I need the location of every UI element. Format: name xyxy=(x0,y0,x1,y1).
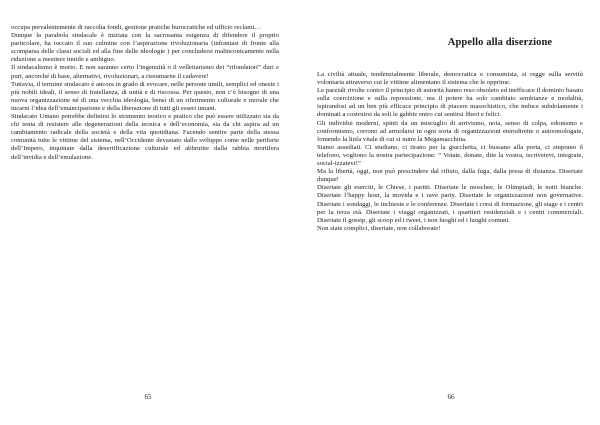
paragraph: Siamo assediati. Ci studiano, ci tirano per la giacchetta, ci bussano alla porta, ci stuprano il telefono, vogliono la nostra partecipazione: “ Votate, donate, dite la vostra, iscrivetevi, integrate, social-izzatevi!” xyxy=(317,143,583,168)
right-page xyxy=(300,0,600,425)
right-page-body xyxy=(317,71,583,233)
paragraph: Gli individui moderni, spinti da un miscuglio di arrivismo, noia, senso di colpa, edonismo e conformismo, corrono ad arruolarsi in ogni sorta di organizzazioni eterodirette o autoomologate, fomendo la linfa vitale di cui si nutre la Megamacchina. xyxy=(317,119,583,143)
page-number: 66 xyxy=(447,393,455,401)
paragraph: occupa prevalentemente di raccolta fondi, gestione pratiche burocratiche ed ufficio reclami… xyxy=(11,24,261,31)
paragraph: Tuttavia, il termine sindacato è ancora in grado di evocare, nelle persone umili, semplici ed oneste i più nobili ideali, il senso di fratellanza, di unità e di riscossa. Per questo, non c’è bisogno di una nuova organizzazione né di una vecchia ideologia, bensì di un riferimento culturale e morale che incarni l’idea dell’emancipazione e della liberazione di tutti gli esseri umani. xyxy=(11,80,279,112)
left-page-body xyxy=(11,24,279,162)
paragraph: Disertate gli eserciti, le Chiese, i partiti. Disertate le moschee, le Olimpiadi, le notti bianche. Disertate l’happy hour, la movida e i rave party. Disertate le organizzazioni non governative. Disertate i sondaggi, le inchieste e le conferenze. Disertate i corsi di formazione, gli stage e i centri per la terza età. Disertate i viaggi organizzati, i quartieri residenziali e i centri commerciali. Disertate il gossip, gli scoop ed i tweet, i non luoghi ed i luoghi comuni. xyxy=(317,184,583,224)
paragraph: Le parziali rivolte contro il principio di autorità hanno reso obsoleto ed inefficace il dominio basato sulla coercizione e sulla repressione, ma il potere ha solo cambiato sembianze e modalità, ispirandosi ad un ben più efficace principio di piacere masochistico, che induce subdolamente i dominati a costruirsi da soli le gabbie entro cui sentirsi liberi e felici. xyxy=(317,87,583,119)
paragraph: La civiltà attuale, tendenzialmente liberale, democratica e consumista, si regge sulla servitù volontaria attraverso cui le vittime alimentano il sistema che le opprime. xyxy=(317,71,583,87)
paragraph: Sindacato Umano potrebbe definirsi lo strumento teorico e pratico che può essere utilizzato sia da chi tenta di resistere alle degenerazioni della tecnica e dell’economia, sia da chi aspira ad un cambiamento radicale della società e della vita quotidiana. Facendo sentire parte della stessa comunità tutte le vittime del sistema, nell’Occidente devastato dallo sviluppo come nelle periferie dell’Impero, inquinate dalla desertificazione culturale ed abbrutite dalla rabbia mortifera dell’invidia e dell’emulazione. xyxy=(11,113,279,161)
paragraph: Ma la libertà, oggi, non può prescindere dal rifiuto, dalla fuga, dalla presa di distanza. Disertate dunque! xyxy=(317,168,583,184)
page-number: 65 xyxy=(144,393,152,401)
paragraph: Il sindacalismo è morto. E non saranno certo l’ingenuità o il velleitarismo dei “rifondatori” duri e puri, ancorché di base, alternativi, rivoluzionari, a riesumarne il cadavere! xyxy=(11,64,279,80)
paragraph: Non siate complici, disertate, non collaborate! xyxy=(317,224,441,232)
paragraph: Dunque la parabola sindacale è iniziata con la sacrosanta esigenza di difendere il proprio particolare, ha toccato il suo culmine con l’aspirazione rivoluzionaria (infrantasi di fronte alla scomparsa delle classi sociali ed alla fine delle ideologie ) per concludersi malinconicamente nella riduzione a mestiere inutile e ambiguo. xyxy=(11,32,279,64)
chapter-title: Appello alla diserzione xyxy=(447,37,553,48)
